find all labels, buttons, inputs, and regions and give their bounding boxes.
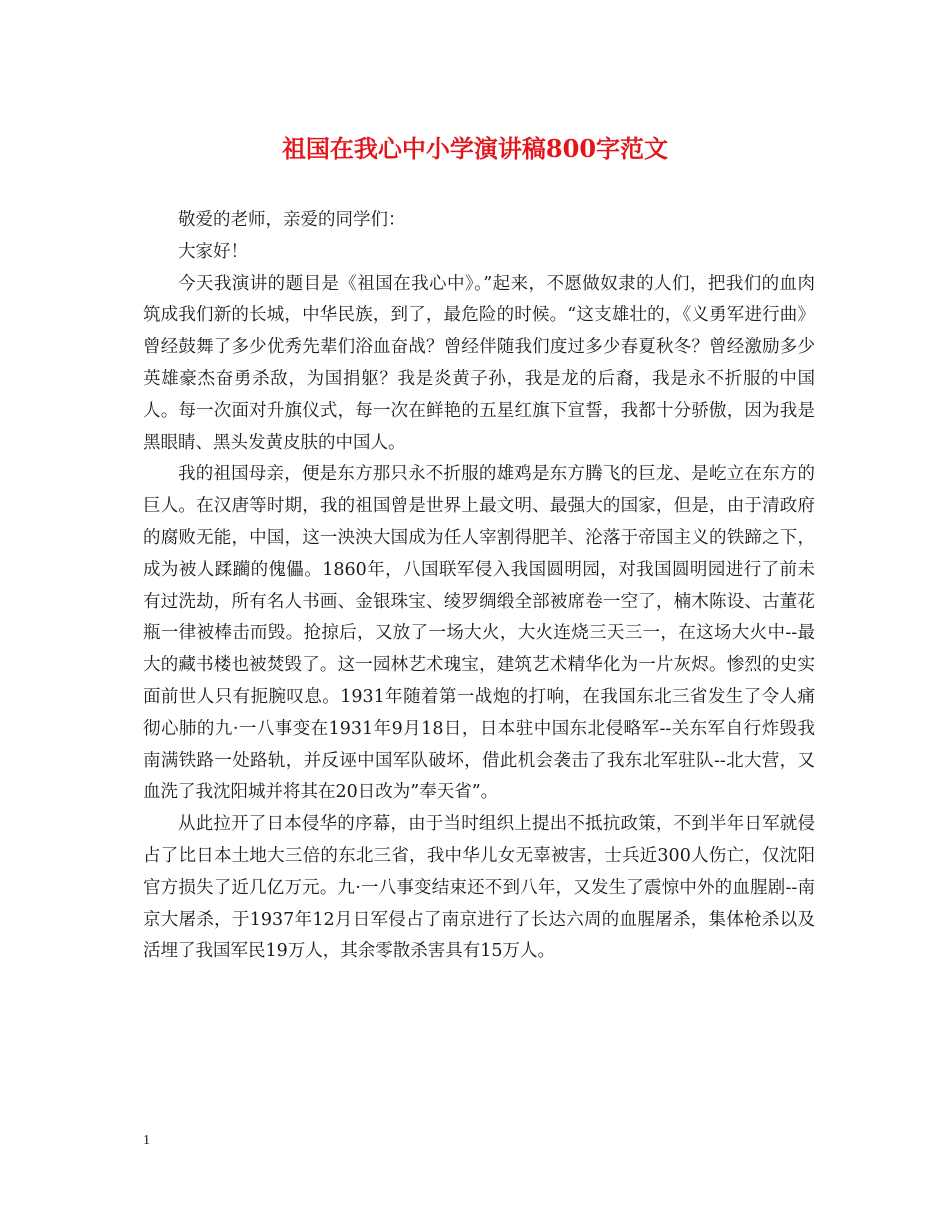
body-paragraph: 从此拉开了日本侵华的序幕，由于当时组织上提出不抵抗政策，不到半年日军就侵占了比日本土地大三倍的东北三省，我中华儿女无辜被害，士兵近300人伤亡，仅沈阳官方损失了近几亿万元。九·一八事变结束还不到八年，又发生了震惊中外的血腥剧--南京大屠杀，于1937年12月日军侵占了南京进行了长达六周的血腥屠杀，集体枪杀以及活埋了我国军民19万人，其余零散杀害具有15万人。 xyxy=(143,814,815,962)
salutation-paragraph: 敬爱的老师，亲爱的同学们： xyxy=(178,210,406,230)
body-paragraph: 我的祖国母亲，便是东方那只永不折服的雄鸡是东方腾飞的巨龙、是屹立在东方的巨人。在汉唐等时期，我的祖国曾是世界上最文明、最强大的国家，但是，由于清政府的腐败无能，中国，这一泱泱大国成为任人宰割得肥羊、沦落于帝国主义的铁蹄之下，成为被人蹂躏的傀儡。1860年，八国联军侵入我国圆明园，对我国圆明园进行了前未有过洗劫，所有名人书画、金银珠宝、绫罗绸缎全部被席卷一空了，楠木陈设、古董花瓶一律被棒击而毁。抢掠后，又放了一场大火，大火连烧三天三一，在这场大火中--最大的藏书楼也被焚毁了。这一园林艺术瑰宝，建筑艺术精华化为一片灰烬。惨烈的史实面前世人只有扼腕叹息。1931年随着第一战炮的打响，在我国东北三省发生了令人痛彻心肺的九·一八事变在1931年9月18日，日本驻中国东北侵略军--关东军自行炸毁我南满铁路一处路轨，并反诬中国军队破坏，借此机会袭击了我东北军驻队--北大营，又血洗了我沈阳城并将其在20日改为”奉天省”。 xyxy=(143,464,815,803)
document-title: 祖国在我心中小学演讲稿800字范文 xyxy=(281,134,669,163)
body-paragraph: 今天我演讲的题目是《祖国在我心中》。”起来，不愿做奴隶的人们，把我们的血肉筑成我们新的长城，中华民族，到了，最危险的时候。“这支雄壮的，《义勇军进行曲》曾经鼓舞了多少优秀先辈们浴血奋战？曾经伴随我们度过多少春夏秋冬？曾经激励多少英雄豪杰奋勇杀敌，为国捐躯？我是炎黄子孙，我是龙的后裔，我是永不折服的中国人。每一次面对升旗仪式，每一次在鲜艳的五星红旗下宣誓，我都十分骄傲，因为我是黑眼睛、黑头发黄皮肤的中国人。 xyxy=(143,273,815,453)
document-body xyxy=(143,205,815,968)
greeting-paragraph: 大家好！ xyxy=(178,241,248,262)
page-number: 1 xyxy=(143,1133,150,1148)
